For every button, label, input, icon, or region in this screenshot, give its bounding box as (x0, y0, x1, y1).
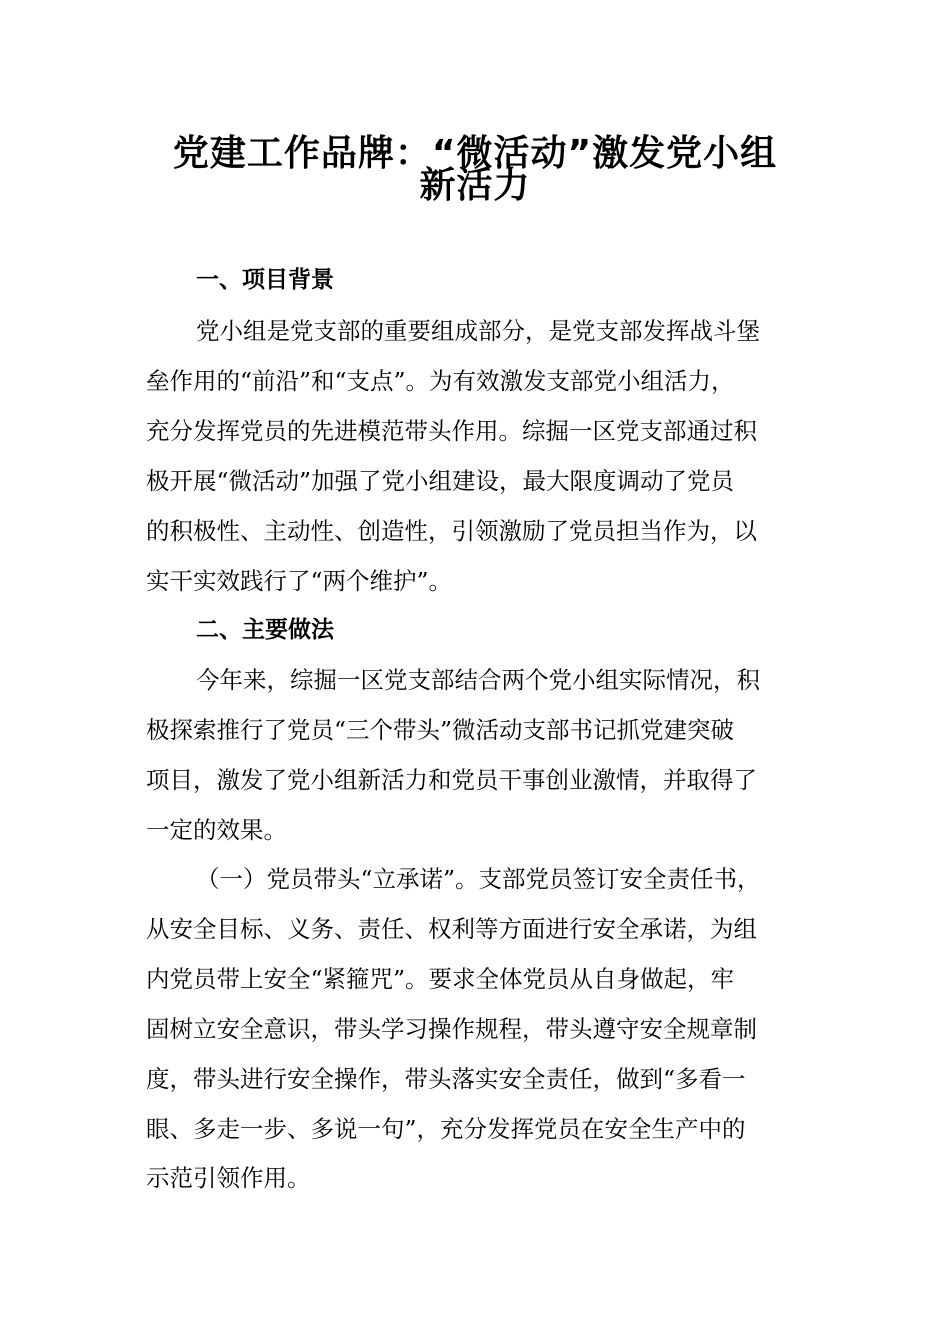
document-title-line-2: 新活力 (419, 165, 531, 206)
paragraph-line: 从安全目标、义务、责任、权利等方面进行安全承诺，为组 (146, 915, 757, 943)
paragraph-line: 极探索推行了党员“三个带头”微活动支部书记抓党建突破 (146, 716, 735, 744)
document-title-line-1: 党建工作品牌：“微活动”激发党小组 (172, 133, 778, 174)
paragraph-line: 党小组是党支部的重要组成部分，是党支部发挥战斗堡 (196, 317, 760, 345)
paragraph-line: （一）党员带头“立承诺”。支部党员签订安全责任书， (196, 865, 761, 893)
paragraph-line: 垒作用的“前沿”和“支点”。为有效激发支部党小组活力， (146, 367, 735, 395)
paragraph-line: 度，带头进行安全操作，带头落实安全责任，做到“多看一 (146, 1065, 746, 1093)
paragraph-line: 一定的效果。 (146, 816, 287, 844)
paragraph-line: 固树立安全意识，带头学习操作规程，带头遵守安全规章制 (146, 1015, 757, 1043)
section-heading-methods: 二、主要做法 (196, 617, 334, 643)
paragraph-line: 内党员带上安全“紧箍咒”。要求全体党员从自身做起，牢 (146, 965, 735, 993)
paragraph-line: 充分发挥党员的先进模范带头作用。综掘一区党支部通过积 (146, 417, 757, 445)
section-heading-background: 一、项目背景 (196, 267, 334, 293)
paragraph-line: 眼、多走一步、多说一句”，充分发挥党员在安全生产中的 (146, 1115, 746, 1143)
paragraph-line: 项目，激发了党小组新活力和党员干事创业激情，并取得了 (146, 766, 757, 794)
paragraph-line: 示范引领作用。 (146, 1164, 311, 1192)
paragraph-line: 极开展“微活动”加强了党小组建设，最大限度调动了党员 (146, 467, 735, 495)
paragraph-line: 的积极性、主动性、创造性，引领激励了党员担当作为，以 (146, 517, 757, 545)
paragraph-line: 实干实效践行了“两个维护”。 (146, 567, 453, 595)
paragraph-line: 今年来，综掘一区党支部结合两个党小组实际情况，积 (196, 666, 760, 694)
